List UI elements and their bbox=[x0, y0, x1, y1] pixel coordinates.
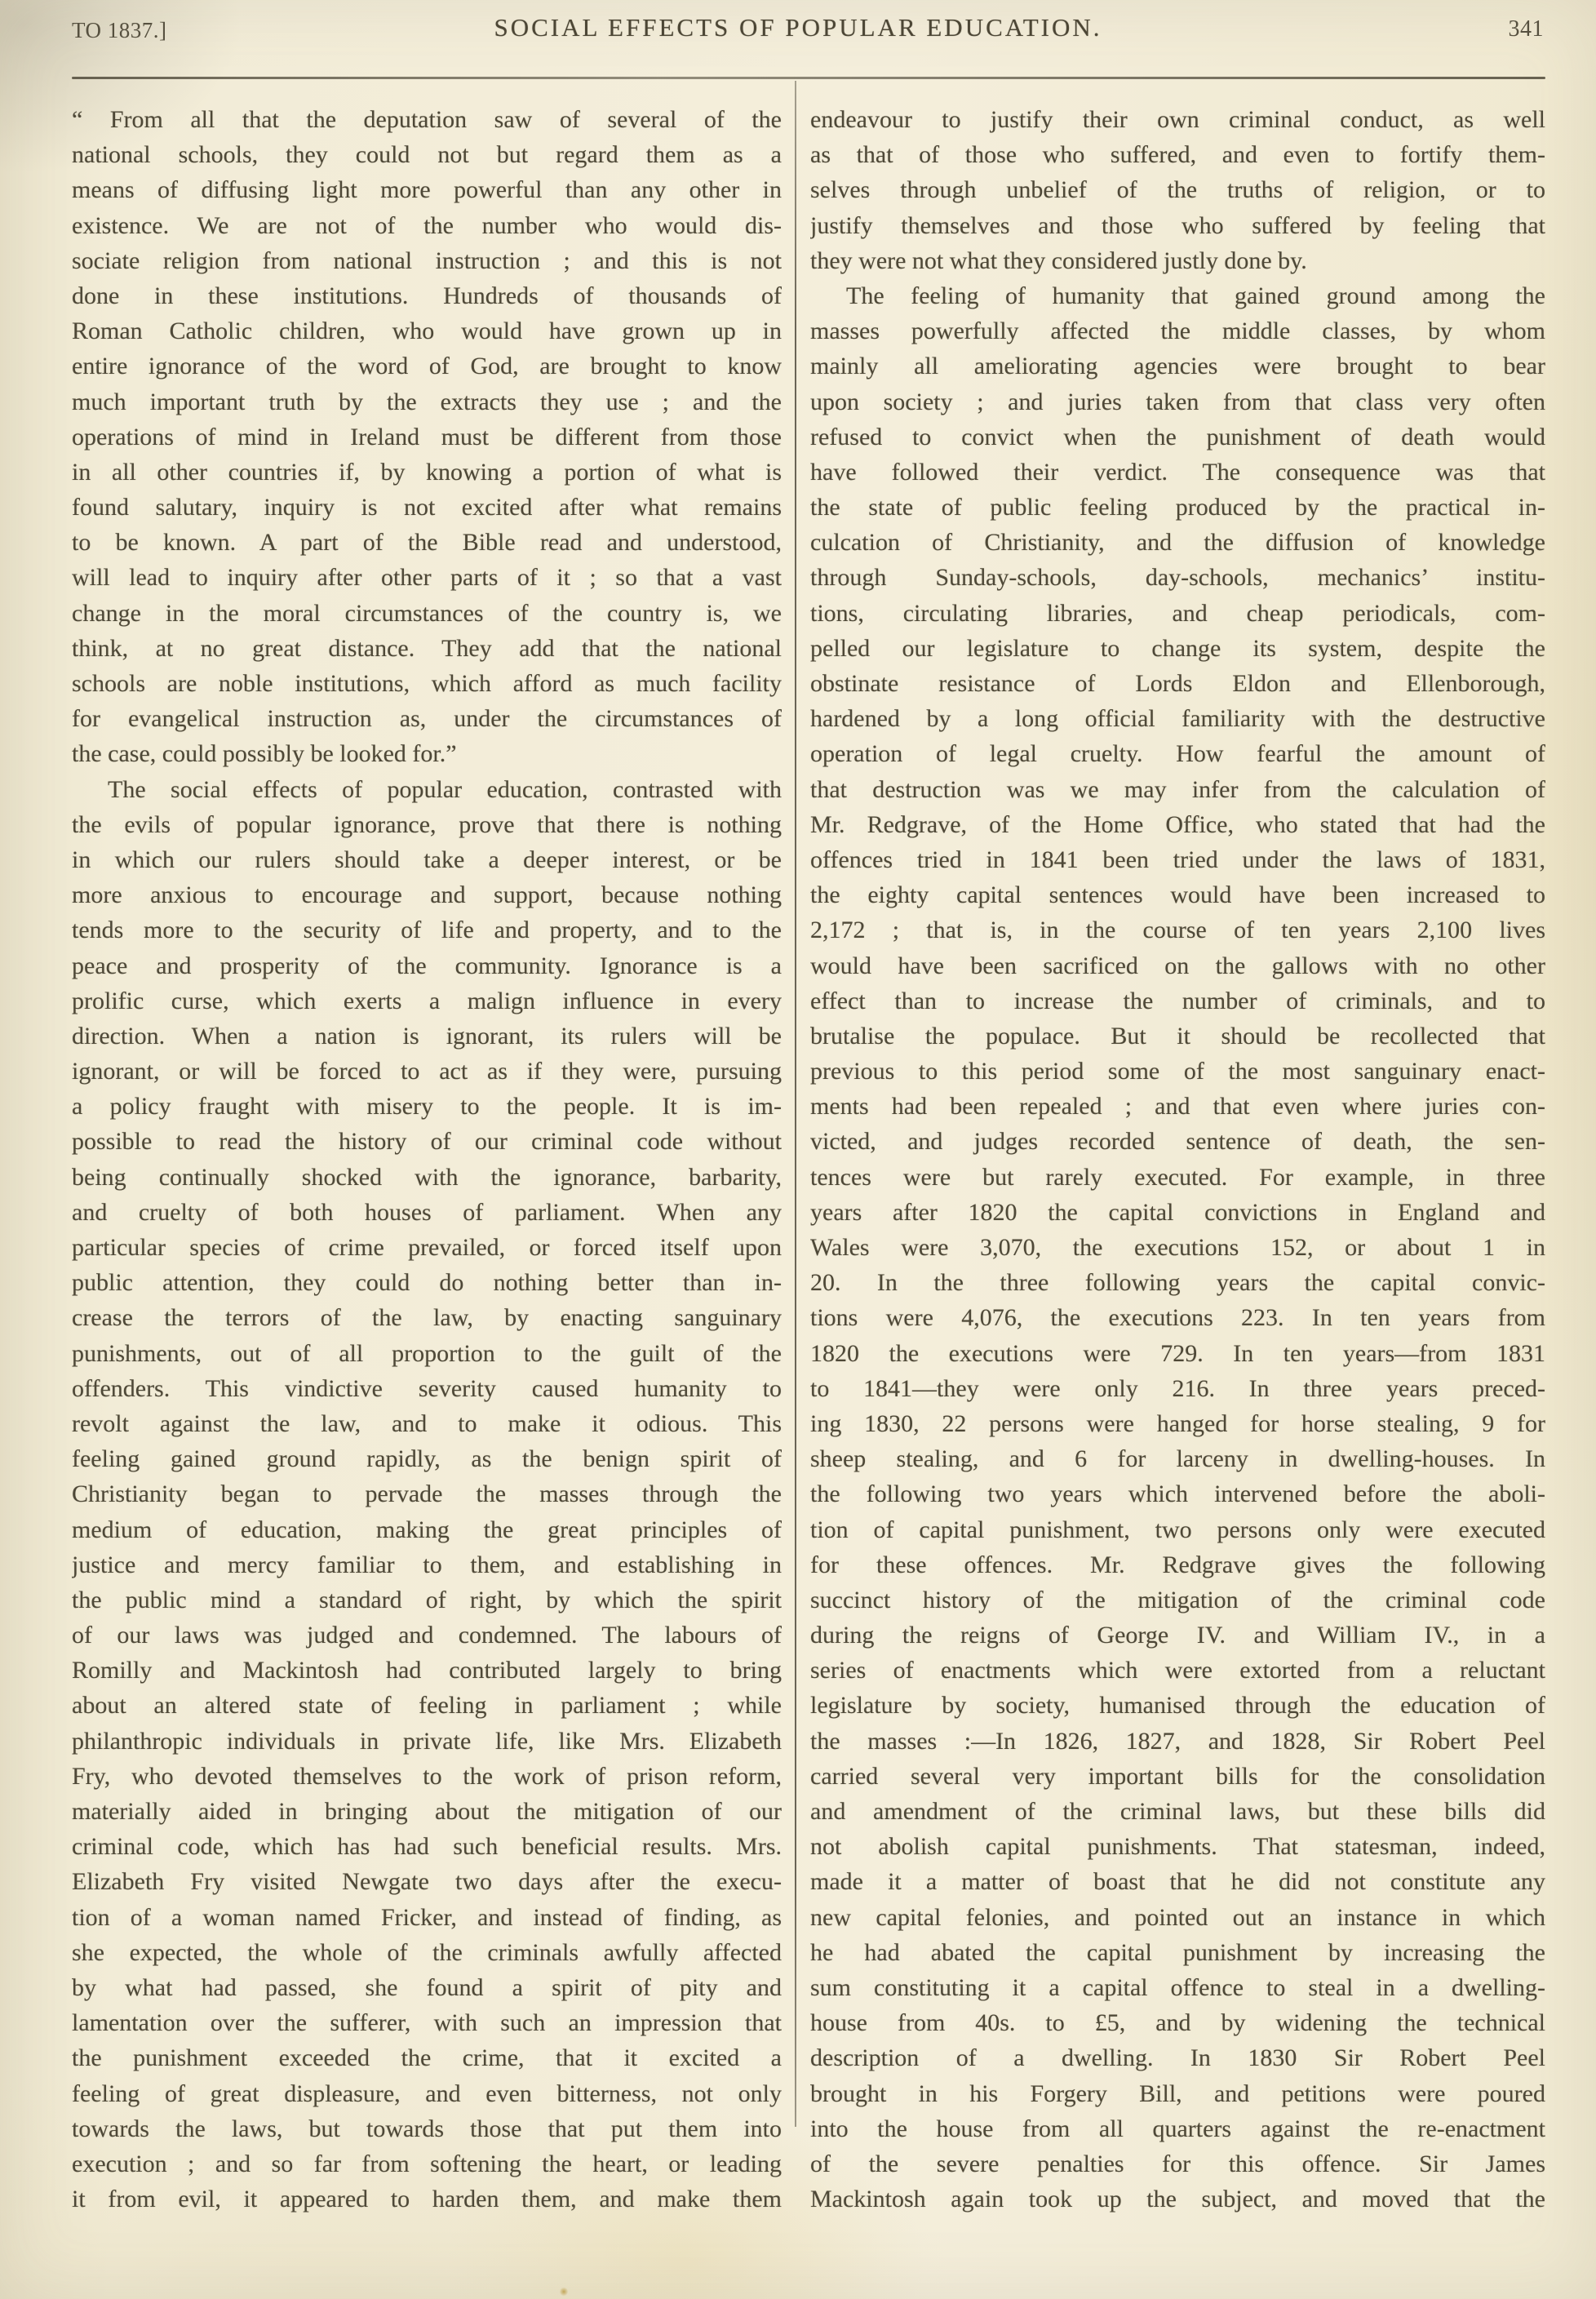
text-line: would have been sacrificed on the gallows with no other bbox=[810, 952, 1545, 979]
text-line: not abolish capital punishments. That statesman, indeed, bbox=[810, 1833, 1545, 1861]
text-line: Mackintosh again took up the subject, and moved that the bbox=[810, 2186, 1545, 2213]
text-line: materially aided in bringing about the mitigation of our bbox=[72, 1798, 782, 1825]
text-line: justice and mercy familiar to them, and establishing in bbox=[72, 1551, 782, 1578]
text-line: offenders. This vindictive severity caused humanity to bbox=[72, 1374, 782, 1402]
text-line: legislature by society, humanised through the education of bbox=[810, 1692, 1545, 1720]
text-line: she expected, the whole of the criminals awfully affected bbox=[72, 1938, 782, 1966]
text-line: during the reigns of George IV. and William IV., in a bbox=[810, 1622, 1545, 1649]
text-line: operation of legal cruelty. How fearful the amount of bbox=[810, 740, 1545, 768]
text-line: selves through unbelief of the truths of religion, or to bbox=[810, 176, 1545, 204]
column-divider-rule bbox=[795, 81, 796, 2127]
header-date-bracket: TO 1837.] bbox=[72, 18, 167, 42]
text-line: Romilly and Mackintosh had contributed largely to bring bbox=[72, 1657, 782, 1684]
text-line: criminal code, which has had such beneficial results. Mrs. bbox=[72, 1833, 782, 1861]
text-line: Elizabeth Fry visited Newgate two days after the execu- bbox=[72, 1868, 782, 1896]
text-line: of our laws was judged and condemned. The labours of bbox=[72, 1622, 782, 1649]
text-line: Roman Catholic children, who would have grown up in bbox=[72, 317, 782, 345]
text-line: in all other countries if, by knowing a portion of what is bbox=[72, 458, 782, 486]
text-line: The feeling of humanity that gained ground among the bbox=[846, 282, 1545, 309]
text-line: about an altered state of feeling in parliament ; while bbox=[72, 1692, 782, 1720]
text-line: and amendment of the criminal laws, but these bills did bbox=[810, 1798, 1545, 1825]
text-line: prolific curse, which exerts a malign influence in every bbox=[72, 987, 782, 1014]
text-line: victed, and judges recorded sentence of death, the sen- bbox=[810, 1128, 1545, 1156]
text-line: national schools, they could not but regard them as a bbox=[72, 141, 782, 169]
page-title: SOCIAL EFFECTS OF POPULAR EDUCATION. bbox=[494, 13, 1102, 42]
text-line: the punishment exceeded the crime, that it excited a bbox=[72, 2044, 782, 2072]
text-line: that destruction was we may infer from the calculation of bbox=[810, 775, 1545, 803]
text-line: schools are noble institutions, which afford as much facility bbox=[72, 670, 782, 697]
text-line: culcation of Christianity, and the diffusion of knowledge bbox=[810, 529, 1545, 557]
text-line: a policy fraught with misery to the people. It is im- bbox=[72, 1093, 782, 1121]
text-line: as that of those who suffered, and even to fortify them- bbox=[810, 141, 1545, 169]
text-line: refused to convict when the punishment of death would bbox=[810, 423, 1545, 450]
text-line: think, at no great distance. They add that the national bbox=[72, 634, 782, 662]
text-line: means of diffusing light more powerful than any other in bbox=[72, 176, 782, 204]
text-line: particular species of crime prevailed, or forced itself upon bbox=[72, 1234, 782, 1261]
text-line: he had abated the capital punishment by increasing the bbox=[810, 1938, 1545, 1966]
page-number: 341 bbox=[1508, 16, 1544, 42]
text-line: done in these institutions. Hundreds of thousands of bbox=[72, 282, 782, 309]
text-line: the masses :—In 1826, 1827, and 1828, Sir Robert Peel bbox=[810, 1727, 1545, 1755]
text-line: ing 1830, 22 persons were hanged for horse stealing, 9 for bbox=[810, 1409, 1545, 1437]
text-line: brutalise the populace. But it should be recollected that bbox=[810, 1022, 1545, 1050]
text-line: new capital felonies, and pointed out an instance in which bbox=[810, 1903, 1545, 1931]
text-line: and cruelty of both houses of parliament. When any bbox=[72, 1198, 782, 1226]
text-line: hardened by a long official familiarity with the destructive bbox=[810, 705, 1545, 733]
text-line: punishments, out of all proportion to the guilt of the bbox=[72, 1339, 782, 1367]
text-line: for evangelical instruction as, under the circumstances of bbox=[72, 705, 782, 733]
text-line: 20. In the three following years the capital convic- bbox=[810, 1269, 1545, 1297]
header-rule bbox=[72, 77, 1545, 79]
right-column bbox=[810, 102, 1545, 2217]
text-line: feeling gained ground rapidly, as the benign spirit of bbox=[72, 1445, 782, 1473]
running-head bbox=[0, 0, 1596, 49]
text-line: tions, circulating libraries, and cheap periodicals, com- bbox=[810, 599, 1545, 627]
text-line: Fry, who devoted themselves to the work of prison reform, bbox=[72, 1762, 782, 1790]
text-line: “ From all that the deputation saw of several of the bbox=[72, 106, 782, 133]
text-line: tends more to the security of life and property, and to the bbox=[72, 916, 782, 944]
text-line: crease the terrors of the law, by enacting sanguinary bbox=[72, 1304, 782, 1332]
text-line: ments had been repealed ; and that even where juries con- bbox=[810, 1093, 1545, 1121]
text-line: operations of mind in Ireland must be different from those bbox=[72, 423, 782, 450]
text-line: previous to this period some of the most sanguinary enact- bbox=[810, 1058, 1545, 1085]
text-line: lamentation over the sufferer, with such an impression that bbox=[72, 2009, 782, 2037]
text-line: 2,172 ; that is, in the course of ten years 2,100 lives bbox=[810, 916, 1545, 944]
text-line: 1820 the executions were 729. In ten years—from 1831 bbox=[810, 1339, 1545, 1367]
text-line: existence. We are not of the number who would dis- bbox=[72, 211, 782, 239]
text-line: possible to read the history of our criminal code without bbox=[72, 1128, 782, 1156]
text-line: house from 40s. to £5, and by widening the technical bbox=[810, 2009, 1545, 2037]
text-line: into the house from all quarters against the re-enactment bbox=[810, 2115, 1545, 2142]
text-line: to be known. A part of the Bible read and understood, bbox=[72, 529, 782, 557]
left-column bbox=[72, 102, 782, 2217]
text-line: carried several very important bills for the consolidation bbox=[810, 1762, 1545, 1790]
text-line: being continually shocked with the ignorance, barbarity, bbox=[72, 1163, 782, 1191]
text-line: the case, could possibly be looked for.” bbox=[72, 740, 457, 768]
text-line: revolt against the law, and to make it odious. This bbox=[72, 1409, 782, 1437]
text-line: effect than to increase the number of criminals, and to bbox=[810, 987, 1545, 1014]
text-line: the evils of popular ignorance, prove that there is nothing bbox=[72, 810, 782, 838]
text-line: execution ; and so far from softening the heart, or leading bbox=[72, 2150, 782, 2177]
text-line: the public mind a standard of right, by which the spirit bbox=[72, 1586, 782, 1613]
text-line: the state of public feeling produced by the practical in- bbox=[810, 494, 1545, 521]
text-line: the eighty capital sentences would have been increased to bbox=[810, 881, 1545, 909]
text-line: tion of a woman named Fricker, and instead of finding, as bbox=[72, 1903, 782, 1931]
text-line: in which our rulers should take a deeper interest, or be bbox=[72, 845, 782, 873]
text-line: more anxious to encourage and support, because nothing bbox=[72, 881, 782, 909]
text-line: of the severe penalties for this offence. Sir James bbox=[810, 2150, 1545, 2177]
text-line: they were not what they considered justly done by. bbox=[810, 246, 1307, 274]
text-line: ignorant, or will be forced to act as if they were, pursuing bbox=[72, 1058, 782, 1085]
text-line: description of a dwelling. In 1830 Sir Robert Peel bbox=[810, 2044, 1545, 2072]
text-line: direction. When a nation is ignorant, its rulers will be bbox=[72, 1022, 782, 1050]
text-line: philanthropic individuals in private life, like Mrs. Elizabeth bbox=[72, 1727, 782, 1755]
text-line: will lead to inquiry after other parts of it ; so that a vast bbox=[72, 564, 782, 592]
text-line: Wales were 3,070, the executions 152, or about 1 in bbox=[810, 1234, 1545, 1261]
text-line: sheep stealing, and 6 for larceny in dwelling-houses. In bbox=[810, 1445, 1545, 1473]
text-line: series of enactments which were extorted from a reluctant bbox=[810, 1657, 1545, 1684]
text-line: tions were 4,076, the executions 223. In ten years from bbox=[810, 1304, 1545, 1332]
text-line: years after 1820 the capital convictions in England and bbox=[810, 1198, 1545, 1226]
text-line: feeling of great displeasure, and even bitterness, not only bbox=[72, 2079, 782, 2107]
text-line: The social effects of popular education, contrasted with bbox=[108, 775, 782, 803]
text-line: justify themselves and those who suffered by feeling that bbox=[810, 211, 1545, 239]
text-line: tion of capital punishment, two persons only were executed bbox=[810, 1516, 1545, 1543]
text-line: Mr. Redgrave, of the Home Office, who stated that had the bbox=[810, 810, 1545, 838]
text-line: made it a matter of boast that he did not constitute any bbox=[810, 1868, 1545, 1896]
paper-stain-speck bbox=[560, 2287, 568, 2297]
text-line: upon society ; and juries taken from that class very often bbox=[810, 388, 1545, 415]
text-line: Christianity began to pervade the masses through the bbox=[72, 1480, 782, 1508]
text-line: offences tried in 1841 been tried under the laws of 1831, bbox=[810, 845, 1545, 873]
text-line: brought in his Forgery Bill, and petitions were poured bbox=[810, 2079, 1545, 2107]
text-line: medium of education, making the great principles of bbox=[72, 1516, 782, 1543]
text-line: peace and prosperity of the community. Ignorance is a bbox=[72, 952, 782, 979]
text-line: sum constituting it a capital offence to steal in a dwelling- bbox=[810, 1973, 1545, 2001]
text-line: entire ignorance of the word of God, are brought to know bbox=[72, 353, 782, 380]
text-line: tences were but rarely executed. For example, in three bbox=[810, 1163, 1545, 1191]
text-line: for these offences. Mr. Redgrave gives the following bbox=[810, 1551, 1545, 1578]
text-line: obstinate resistance of Lords Eldon and Ellenborough, bbox=[810, 670, 1545, 697]
text-line: mainly all ameliorating agencies were brought to bear bbox=[810, 353, 1545, 380]
text-line: it from evil, it appeared to harden them, and make them bbox=[72, 2186, 782, 2213]
text-line: public attention, they could do nothing better than in- bbox=[72, 1269, 782, 1297]
text-line: by what had passed, she found a spirit of pity and bbox=[72, 1973, 782, 2001]
text-line: towards the laws, but towards those that put them into bbox=[72, 2115, 782, 2142]
text-line: pelled our legislature to change its system, despite the bbox=[810, 634, 1545, 662]
text-line: the following two years which intervened before the aboli- bbox=[810, 1480, 1545, 1508]
text-line: to 1841—they were only 216. In three years preced- bbox=[810, 1374, 1545, 1402]
text-line: endeavour to justify their own criminal conduct, as well bbox=[810, 106, 1545, 133]
text-line: found salutary, inquiry is not excited after what remains bbox=[72, 494, 782, 521]
text-line: succinct history of the mitigation of the criminal code bbox=[810, 1586, 1545, 1613]
text-line: through Sunday-schools, day-schools, mechanics’ institu- bbox=[810, 564, 1545, 592]
text-line: change in the moral circumstances of the country is, we bbox=[72, 599, 782, 627]
text-block bbox=[72, 102, 1545, 2217]
text-line: masses powerfully affected the middle classes, by whom bbox=[810, 317, 1545, 345]
text-line: sociate religion from national instruction ; and this is not bbox=[72, 246, 782, 274]
text-line: have followed their verdict. The consequence was that bbox=[810, 458, 1545, 486]
text-line: much important truth by the extracts they use ; and the bbox=[72, 388, 782, 415]
column-gap bbox=[782, 102, 810, 2217]
